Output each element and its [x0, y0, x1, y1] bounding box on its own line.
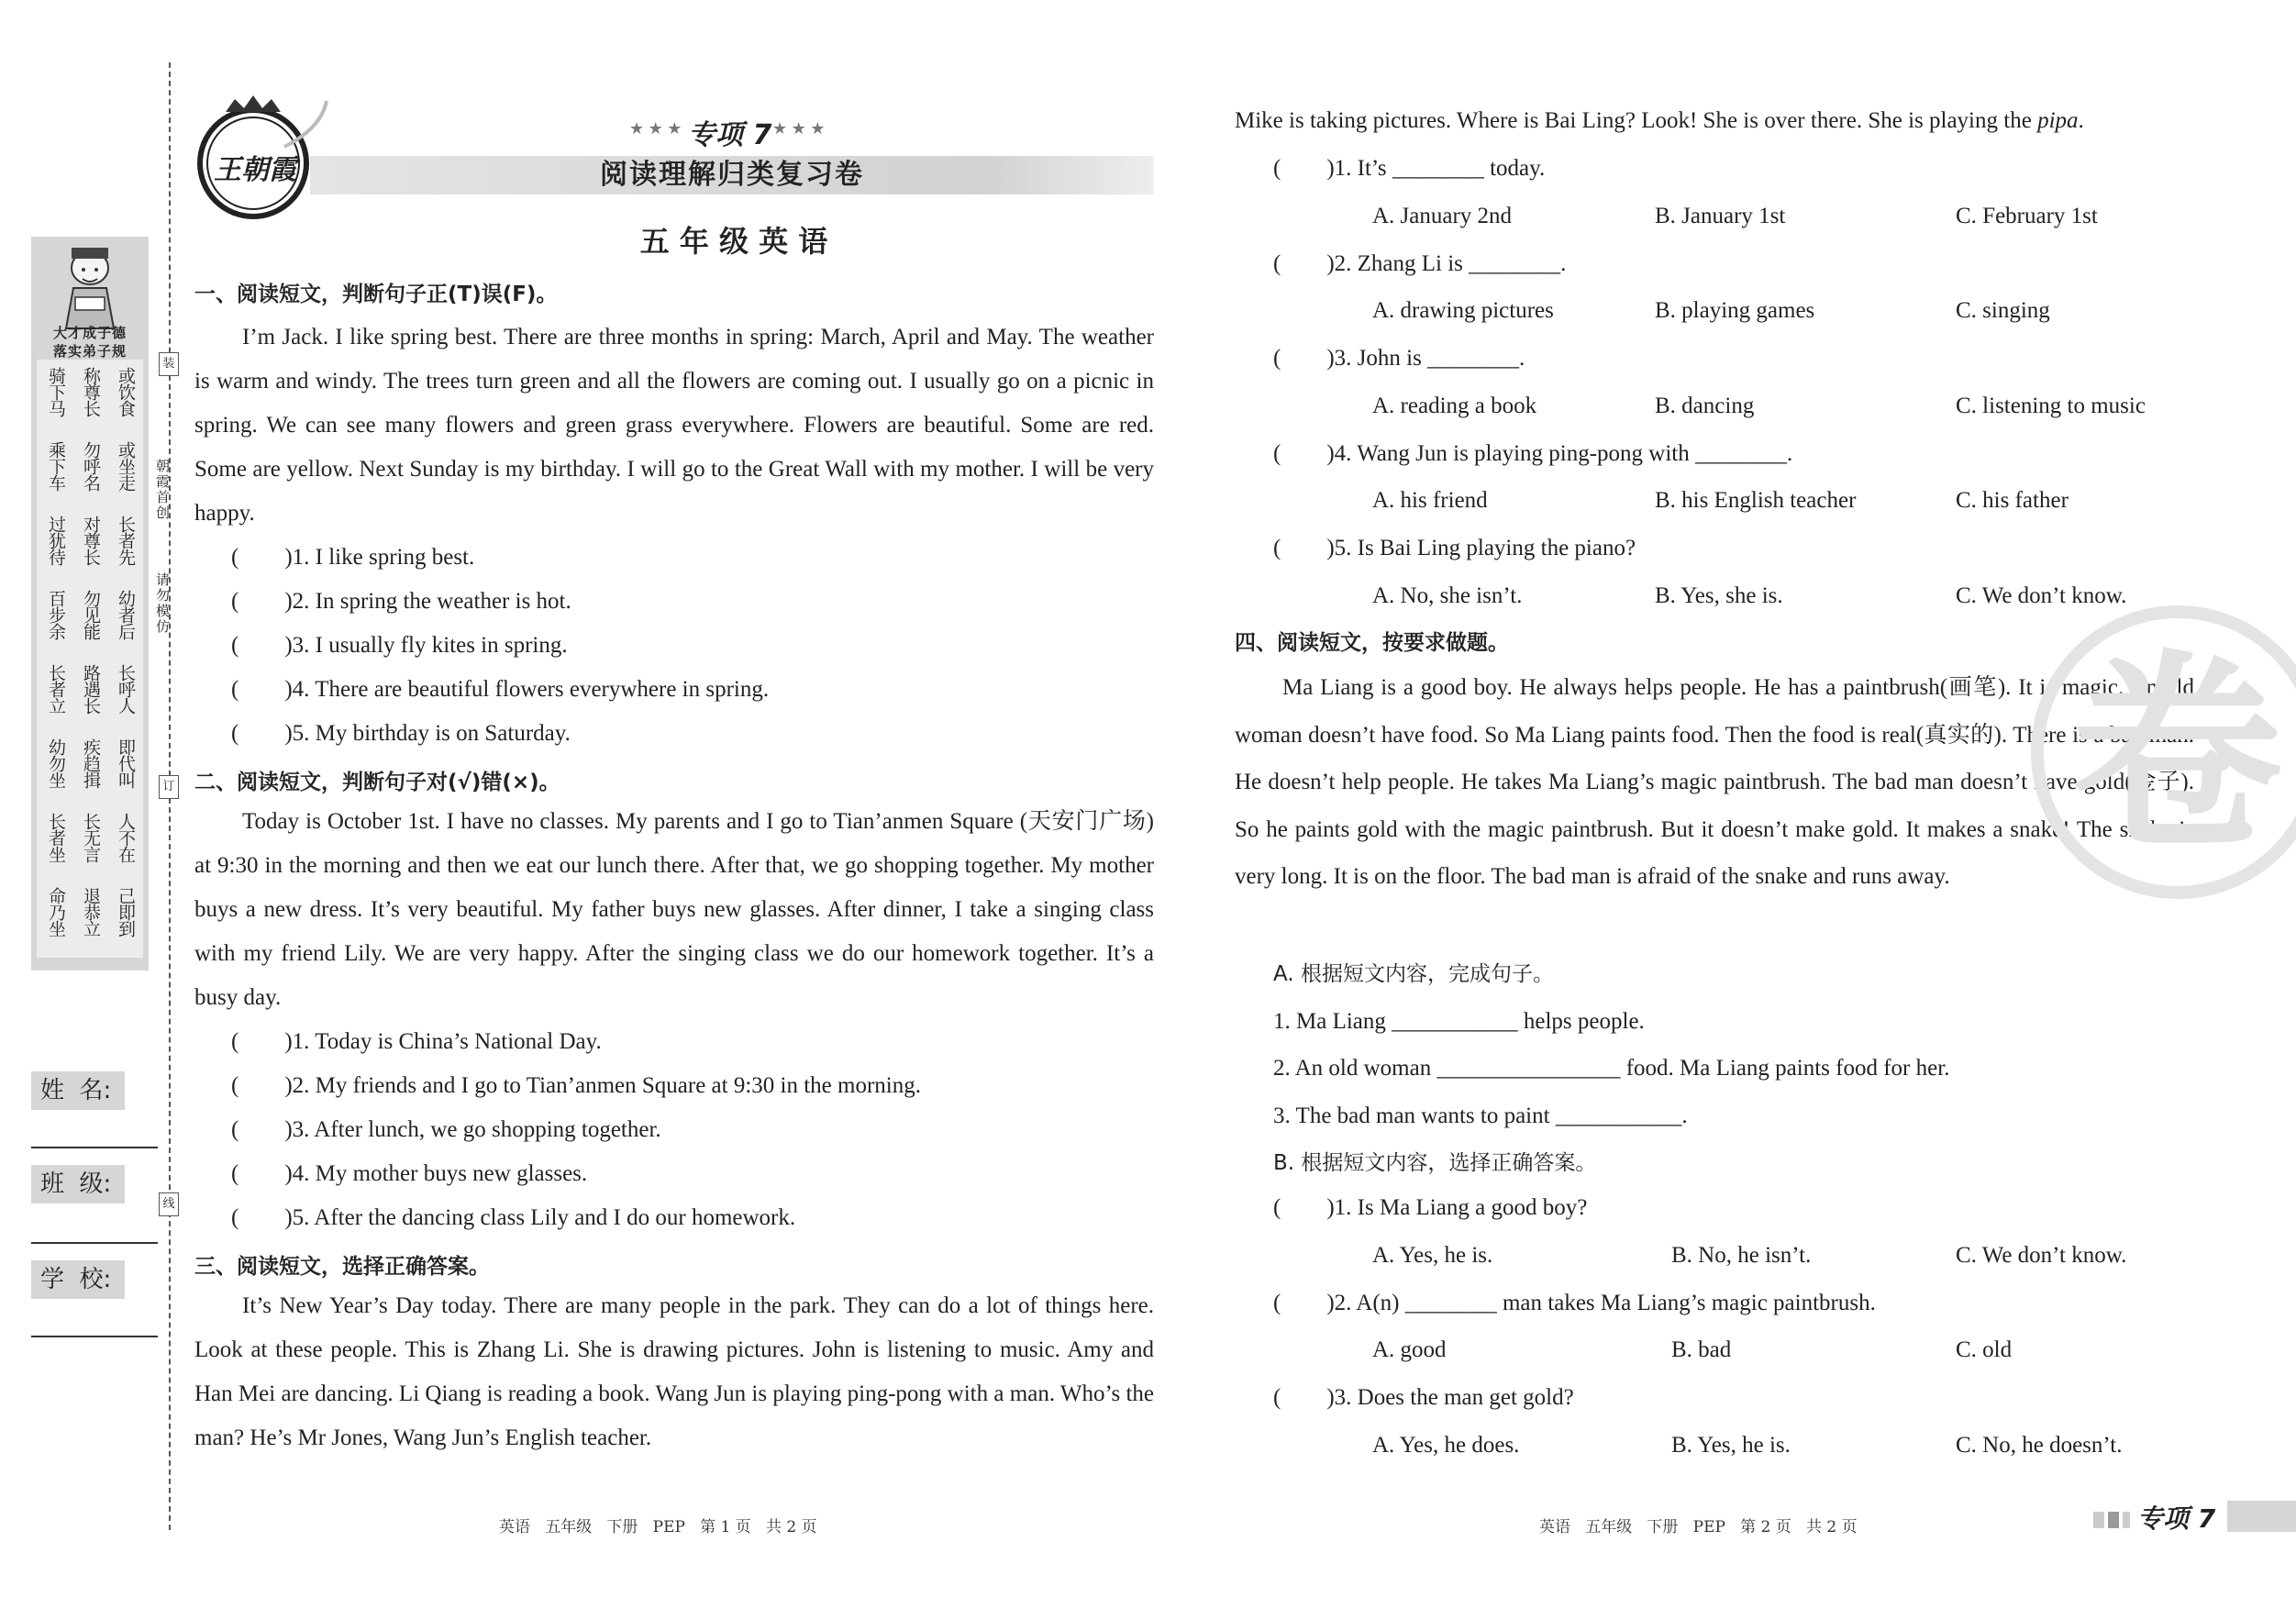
option-a[interactable]: A. his friend — [1372, 488, 1488, 513]
option-c[interactable]: C. his father — [1956, 488, 2069, 513]
seal-label-1: 朝霞首创 — [154, 459, 171, 521]
motto-column: 幼者后 — [116, 590, 136, 639]
exam-subtitle: 阅读理解归类复习卷 — [600, 159, 864, 191]
answer-bracket-close: ) — [1326, 440, 1335, 466]
section4-passage-text: Ma Liang is a good boy. He always helps people. He has a paintbrush(画笔). It is magic. An old woman doesn’t have food. So Ma Liang paints food. Then the food is real(真实的). There is a bad man. He doesn’t help people. He takes Ma Liang’s magic paintbrush. The bad man doesn’t have gold(金子). So he paints gold with the magic paintbrush. But it doesn’t make gold. It makes a snake! The snake is very long. It is on the floor. The bad man is afraid of the snake and runs away. — [1235, 675, 2194, 889]
option-a[interactable]: A. drawing pictures — [1372, 298, 1554, 323]
answer-bracket-close: ) — [1326, 250, 1335, 276]
binding-mark-2: 订 — [159, 775, 179, 799]
motto-column: 骑下马 — [46, 367, 66, 416]
answer-bracket-close: ) — [284, 1117, 293, 1142]
answer-bracket-open: ( — [1273, 156, 1281, 181]
question-row — [1273, 340, 1525, 377]
brand-logo-text: 王朝霞 — [214, 154, 296, 186]
corner-tag-squares — [2093, 1512, 2130, 1528]
question-row — [1273, 436, 1792, 472]
section2-title: 二、阅读短文，判断句子对(√)错(×)。 — [194, 771, 560, 794]
answer-bracket-close: ) — [1326, 536, 1335, 560]
answer-bracket-close: ) — [1326, 1385, 1335, 1410]
passage-cont-text: Mike is taking pictures. Where is Bai Ling? Look! She is over there. She is playing the — [1235, 108, 2038, 133]
corner-tag: 专项 7 — [2137, 1503, 2216, 1534]
answer-bracket-open: ( — [231, 589, 239, 614]
motto-column: 命乃坐 — [46, 887, 66, 937]
question-text: 4. Wang Jun is playing ping-pong with ________. — [1334, 440, 1793, 466]
partA-item-3[interactable]: 3. The bad man wants to paint ___________. — [1273, 1103, 1688, 1128]
option-c[interactable]: C. We don’t know. — [1956, 582, 2127, 608]
option-c[interactable]: C. We don’t know. — [1956, 1242, 2127, 1268]
option-b[interactable]: B. bad — [1671, 1337, 1732, 1362]
motto-column: 长者立 — [46, 664, 66, 714]
answer-bracket-close: ) — [1326, 156, 1335, 181]
motto-column: 即代叫 — [116, 738, 136, 788]
section3-title: 三、阅读短文，选择正确答案。 — [194, 1255, 490, 1279]
option-a[interactable]: A. good — [1372, 1337, 1447, 1362]
sidebar-motto-columns — [40, 367, 143, 954]
question-row — [1273, 150, 1545, 187]
section4-partB-title: B. 根据短文内容，选择正确答案。 — [1273, 1151, 1597, 1175]
question-row — [231, 536, 474, 580]
question-row — [231, 1064, 921, 1108]
question-row — [1273, 246, 1566, 283]
answer-bracket-close: ) — [284, 721, 293, 746]
question-row — [231, 668, 769, 712]
section2-passage — [194, 800, 1154, 1020]
corner-tag-bar — [2227, 1501, 2296, 1532]
section3-passage-text: It’s New Year’s Day today. There are many people in the park. They can do a lot of things here. Look at these people. This is Zhang Li. She is drawing pictures. John is listening to music. Amy and Han Mei are dancing. Li Qiang is reading a book. Wang Jun is playing ping-pong with a man. Who’s the man? He’s Mr Jones, Wang Jun’s English teacher. — [194, 1293, 1154, 1450]
option-c[interactable]: C. No, he doesn’t. — [1956, 1432, 2123, 1458]
question-row — [1273, 530, 1636, 567]
question-text: 2. Zhang Li is ________. — [1334, 250, 1567, 276]
answer-bracket-close: ) — [284, 589, 293, 614]
option-a[interactable]: A. Yes, he does. — [1372, 1432, 1520, 1458]
question-row — [1273, 1285, 1876, 1322]
passage-cont-italic: pipa — [2037, 108, 2079, 133]
name-field[interactable] — [31, 1147, 158, 1148]
question-text: 5. My birthday is on Saturday. — [292, 721, 571, 746]
answer-bracket-open: ( — [231, 1205, 239, 1230]
section1-passage — [194, 316, 1154, 536]
motto-column: 幼勿坐 — [46, 738, 66, 788]
motto-column: 乘下车 — [46, 441, 66, 491]
question-row — [1273, 1190, 1587, 1226]
answer-bracket-open: ( — [231, 1073, 239, 1098]
watermark-text: 卷 — [2071, 633, 2283, 878]
answer-bracket-close: ) — [284, 677, 293, 702]
question-text: 5. After the dancing class Lily and I do our homework. — [292, 1205, 796, 1230]
motto-column: 或坐走 — [116, 441, 136, 491]
motto-column: 长者坐 — [46, 813, 66, 862]
section2-passage-text: Today is October 1st. I have no classes. My parents and I go to Tian’anmen Square (天安门广场) at 9:30 in the morning and then we eat our lunch there. After that, we go shopping together. My mother buys a new dress. It’s very beautiful. My father buys new glasses. After dinner, I take a singing class with my friend Lily. We are very happy. After the singing class we do our homework together. It’s a busy day. — [194, 809, 1154, 1010]
question-text: 2. My friends and I go to Tian’anmen Square at 9:30 in the morning. — [292, 1073, 921, 1098]
question-row — [231, 1196, 795, 1240]
answer-bracket-open: ( — [231, 1161, 239, 1186]
question-text: 1. Is Ma Liang a good boy? — [1334, 1195, 1588, 1220]
question-text: 4. There are beautiful flowers everywhere in spring. — [292, 677, 770, 702]
section4-partA-title: A. 根据短文内容，完成句子。 — [1273, 962, 1554, 986]
binding-mark-3: 线 — [159, 1192, 179, 1216]
binding-mark-1: 装 — [159, 352, 179, 376]
answer-bracket-open: ( — [231, 1029, 239, 1054]
question-text: 3. Does the man get gold? — [1334, 1385, 1574, 1410]
answer-bracket-close: ) — [284, 1029, 293, 1054]
answer-bracket-close: ) — [1326, 1195, 1335, 1220]
question-row — [231, 1020, 602, 1064]
school-field[interactable] — [31, 1336, 158, 1337]
answer-bracket-open: ( — [1273, 250, 1281, 276]
answer-bracket-open: ( — [231, 721, 239, 746]
question-row — [231, 1108, 661, 1152]
answer-bracket-open: ( — [1273, 1385, 1281, 1410]
watermark-seal — [2031, 605, 2296, 899]
topic-title: 专项 7 — [688, 119, 772, 151]
question-row — [231, 580, 571, 624]
option-c[interactable]: C. singing — [1956, 298, 2050, 323]
question-text: 2. A(n) ________ man takes Ma Liang’s magic paintbrush. — [1334, 1290, 1876, 1315]
option-c[interactable]: C. listening to music — [1956, 393, 2146, 418]
section3-passage-continued — [1235, 99, 2084, 143]
answer-bracket-open: ( — [1273, 536, 1281, 560]
motto-column: 疾趋揖 — [81, 738, 101, 788]
motto-column: 人不在 — [116, 813, 136, 862]
answer-bracket-open: ( — [231, 633, 239, 658]
answer-bracket-close: ) — [1326, 1290, 1335, 1315]
answer-bracket-open: ( — [1273, 1290, 1281, 1315]
class-label: 班 级: — [31, 1165, 125, 1203]
passage-cont-end: . — [2078, 108, 2084, 133]
option-b[interactable]: B. his English teacher — [1655, 488, 1857, 513]
topic-stars-right: ★ ★ ★ — [772, 119, 826, 138]
motto-column: 对尊长 — [81, 516, 101, 565]
option-b[interactable]: B. Yes, she is. — [1655, 582, 1783, 608]
answer-bracket-open: ( — [1273, 346, 1281, 371]
name-label: 姓 名: — [31, 1071, 125, 1110]
answer-bracket-close: ) — [1326, 346, 1335, 371]
answer-bracket-close: ) — [284, 545, 293, 570]
answer-bracket-open: ( — [1273, 1195, 1281, 1220]
option-b[interactable]: B. Yes, he is. — [1671, 1432, 1791, 1458]
topic-stars-left: ★ ★ ★ — [629, 119, 682, 138]
scholar-figure-icon — [48, 240, 132, 332]
sidebar-motto-line1: 大才成子德 — [52, 325, 127, 341]
sidebar-motto-line2: 落实弟子规 — [52, 343, 127, 360]
answer-bracket-close: ) — [284, 633, 293, 658]
option-c[interactable]: C. old — [1956, 1337, 2013, 1362]
answer-bracket-open: ( — [231, 545, 239, 570]
option-a[interactable]: A. reading a book — [1372, 393, 1537, 418]
answer-bracket-open: ( — [1273, 440, 1281, 466]
section3-passage — [194, 1284, 1154, 1460]
section4-title: 四、阅读短文，按要求做题。 — [1235, 631, 1509, 655]
motto-column: 长者先 — [116, 516, 136, 565]
motto-column: 长无言 — [81, 813, 101, 862]
question-text: 1. I like spring best. — [292, 545, 475, 570]
option-b[interactable]: B. No, he isn’t. — [1671, 1242, 1812, 1268]
question-text: 2. In spring the weather is hot. — [292, 589, 571, 614]
question-row — [231, 712, 571, 756]
answer-bracket-open: ( — [231, 1117, 239, 1142]
option-b[interactable]: B. playing games — [1655, 298, 1815, 323]
school-label: 学 校: — [31, 1260, 125, 1299]
question-row — [231, 624, 568, 668]
question-text: 3. I usually fly kites in spring. — [292, 633, 568, 658]
question-row — [1273, 1380, 1574, 1416]
motto-column: 路遇长 — [81, 664, 101, 714]
grade-title: 五 年 级 英 语 — [639, 224, 828, 259]
answer-bracket-open: ( — [231, 677, 239, 702]
motto-column: 退恭立 — [81, 887, 101, 937]
motto-column: 称尊长 — [81, 367, 101, 416]
motto-column: 百步余 — [46, 590, 66, 639]
option-a[interactable]: A. No, she isn’t. — [1372, 582, 1523, 608]
section1-passage-text: I’m Jack. I like spring best. There are three months in spring: March, April and May. The weather is warm and windy. The trees turn green and all the flowers are coming out. I usually go on a picnic in spring. We can see many flowers and green grass everywhere. Flowers are beautiful. Some are red. Some are yellow. Next Sunday is my birthday. I will go to the Great Wall with my mother. I will be very happy. — [194, 325, 1154, 526]
question-text: 1. It’s ________ today. — [1334, 156, 1546, 181]
motto-column: 或饮食 — [116, 367, 136, 416]
motto-column: 勿呼名 — [81, 441, 101, 491]
question-text: 3. John is ________. — [1334, 346, 1525, 371]
option-a[interactable]: A. January 2nd — [1372, 203, 1513, 228]
motto-column: 长呼人 — [116, 664, 136, 714]
question-row — [231, 1152, 587, 1196]
motto-column: 过犹待 — [46, 516, 66, 565]
footer-right: 英语 五年级 下册 PEP 第 2 页 共 2 页 — [1539, 1518, 1858, 1536]
answer-bracket-close: ) — [284, 1205, 293, 1230]
motto-column: 己即到 — [116, 887, 136, 937]
option-c[interactable]: C. February 1st — [1956, 203, 2098, 228]
question-text: 1. Today is China’s National Day. — [292, 1029, 602, 1054]
question-text: 4. My mother buys new glasses. — [292, 1161, 588, 1186]
option-b[interactable]: B. January 1st — [1655, 203, 1786, 228]
option-a[interactable]: A. Yes, he is. — [1372, 1242, 1493, 1268]
section1-title: 一、阅读短文，判断句子正(T)误(F)。 — [194, 283, 558, 306]
motto-column: 勿见能 — [81, 590, 101, 639]
partA-item-2[interactable]: 2. An old woman ________________ food. Ma Liang paints food for her. — [1273, 1056, 1950, 1081]
seal-label-2: 请勿模仿 — [154, 572, 171, 635]
partA-item-1[interactable]: 1. Ma Liang ___________ helps people. — [1273, 1009, 1645, 1034]
answer-bracket-close: ) — [284, 1161, 293, 1186]
answer-bracket-close: ) — [284, 1073, 293, 1098]
footer-left: 英语 五年级 下册 PEP 第 1 页 共 2 页 — [499, 1518, 817, 1536]
question-text: 3. After lunch, we go shopping together. — [292, 1117, 661, 1142]
class-field[interactable] — [31, 1242, 158, 1244]
question-text: 5. Is Bai Ling playing the piano? — [1334, 536, 1636, 560]
option-b[interactable]: B. dancing — [1655, 393, 1755, 418]
